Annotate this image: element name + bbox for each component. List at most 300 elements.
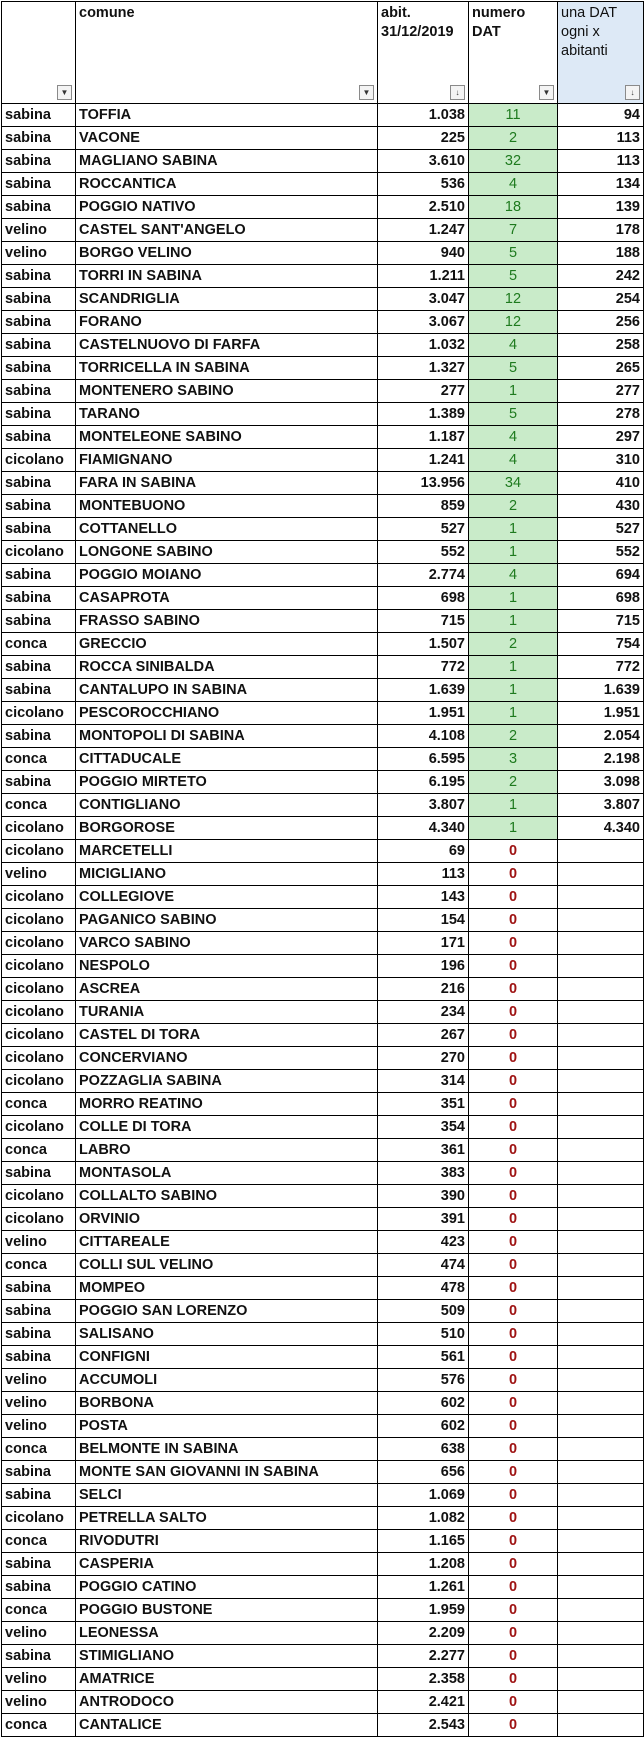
comune-cell[interactable]: ROCCANTICA: [76, 173, 378, 196]
abitanti-cell[interactable]: 1.389: [378, 403, 469, 426]
dat-cell[interactable]: 0: [469, 1668, 558, 1691]
dat-cell[interactable]: 0: [469, 1553, 558, 1576]
abitanti-cell[interactable]: 225: [378, 127, 469, 150]
comune-cell[interactable]: BORGOROSE: [76, 817, 378, 840]
abitanti-cell[interactable]: 423: [378, 1231, 469, 1254]
abitanti-cell[interactable]: 1.507: [378, 633, 469, 656]
dat-cell[interactable]: 2: [469, 725, 558, 748]
dat-cell[interactable]: 5: [469, 403, 558, 426]
ratio-cell[interactable]: [558, 1024, 644, 1047]
comune-cell[interactable]: MICIGLIANO: [76, 863, 378, 886]
abitanti-cell[interactable]: 1.247: [378, 219, 469, 242]
ratio-cell[interactable]: 258: [558, 334, 644, 357]
ratio-cell[interactable]: [558, 1530, 644, 1553]
dat-cell[interactable]: 4: [469, 334, 558, 357]
comune-cell[interactable]: SCANDRIGLIA: [76, 288, 378, 311]
dat-cell[interactable]: 0: [469, 1369, 558, 1392]
dat-cell[interactable]: 0: [469, 1415, 558, 1438]
abitanti-cell[interactable]: 3.807: [378, 794, 469, 817]
ratio-cell[interactable]: 3.807: [558, 794, 644, 817]
comune-cell[interactable]: CONTIGLIANO: [76, 794, 378, 817]
comune-cell[interactable]: MAGLIANO SABINA: [76, 150, 378, 173]
area-cell[interactable]: cicolano: [2, 978, 76, 1001]
area-cell[interactable]: conca: [2, 1438, 76, 1461]
dat-cell[interactable]: 12: [469, 311, 558, 334]
ratio-cell[interactable]: 297: [558, 426, 644, 449]
comune-cell[interactable]: CASTEL DI TORA: [76, 1024, 378, 1047]
area-cell[interactable]: sabina: [2, 311, 76, 334]
abitanti-cell[interactable]: 474: [378, 1254, 469, 1277]
abitanti-cell[interactable]: 314: [378, 1070, 469, 1093]
ratio-cell[interactable]: 134: [558, 173, 644, 196]
dat-cell[interactable]: 3: [469, 748, 558, 771]
dat-cell[interactable]: 0: [469, 909, 558, 932]
ratio-cell[interactable]: 265: [558, 357, 644, 380]
comune-cell[interactable]: POGGIO MIRTETO: [76, 771, 378, 794]
abitanti-cell[interactable]: 509: [378, 1300, 469, 1323]
area-cell[interactable]: sabina: [2, 1484, 76, 1507]
abitanti-cell[interactable]: 1.327: [378, 357, 469, 380]
ratio-cell[interactable]: [558, 1185, 644, 1208]
dropdown-arrow-icon[interactable]: ▼: [57, 85, 72, 100]
area-cell[interactable]: conca: [2, 1530, 76, 1553]
ratio-cell[interactable]: [558, 1392, 644, 1415]
dat-cell[interactable]: 0: [469, 1438, 558, 1461]
dat-cell[interactable]: 0: [469, 1484, 558, 1507]
area-cell[interactable]: cicolano: [2, 1024, 76, 1047]
dat-cell[interactable]: 5: [469, 242, 558, 265]
comune-cell[interactable]: SELCI: [76, 1484, 378, 1507]
area-cell[interactable]: cicolano: [2, 886, 76, 909]
abitanti-cell[interactable]: 715: [378, 610, 469, 633]
comune-cell[interactable]: MONTE SAN GIOVANNI IN SABINA: [76, 1461, 378, 1484]
area-cell[interactable]: velino: [2, 1392, 76, 1415]
dat-cell[interactable]: 0: [469, 932, 558, 955]
dat-cell[interactable]: 0: [469, 1622, 558, 1645]
area-cell[interactable]: sabina: [2, 1162, 76, 1185]
comune-cell[interactable]: VACONE: [76, 127, 378, 150]
abitanti-cell[interactable]: 656: [378, 1461, 469, 1484]
area-cell[interactable]: cicolano: [2, 955, 76, 978]
dat-cell[interactable]: 0: [469, 1714, 558, 1737]
area-cell[interactable]: sabina: [2, 173, 76, 196]
dat-cell[interactable]: 4: [469, 426, 558, 449]
ratio-cell[interactable]: 715: [558, 610, 644, 633]
abitanti-cell[interactable]: 859: [378, 495, 469, 518]
area-cell[interactable]: velino: [2, 1622, 76, 1645]
dat-cell[interactable]: 1: [469, 518, 558, 541]
area-cell[interactable]: velino: [2, 1415, 76, 1438]
abitanti-cell[interactable]: 4.108: [378, 725, 469, 748]
dat-cell[interactable]: 2: [469, 127, 558, 150]
ratio-cell[interactable]: 256: [558, 311, 644, 334]
area-cell[interactable]: cicolano: [2, 702, 76, 725]
abitanti-cell[interactable]: 561: [378, 1346, 469, 1369]
comune-cell[interactable]: ORVINIO: [76, 1208, 378, 1231]
ratio-cell[interactable]: [558, 863, 644, 886]
dat-cell[interactable]: 0: [469, 886, 558, 909]
dat-cell[interactable]: 2: [469, 771, 558, 794]
ratio-cell[interactable]: [558, 1300, 644, 1323]
abitanti-cell[interactable]: 361: [378, 1139, 469, 1162]
abitanti-cell[interactable]: 510: [378, 1323, 469, 1346]
area-cell[interactable]: sabina: [2, 1277, 76, 1300]
ratio-cell[interactable]: 139: [558, 196, 644, 219]
dat-cell[interactable]: 4: [469, 449, 558, 472]
abitanti-cell[interactable]: 1.069: [378, 1484, 469, 1507]
ratio-cell[interactable]: 552: [558, 541, 644, 564]
area-cell[interactable]: cicolano: [2, 1047, 76, 1070]
abitanti-cell[interactable]: 1.165: [378, 1530, 469, 1553]
dat-cell[interactable]: 1: [469, 656, 558, 679]
area-cell[interactable]: conca: [2, 1599, 76, 1622]
abitanti-cell[interactable]: 2.774: [378, 564, 469, 587]
area-cell[interactable]: sabina: [2, 380, 76, 403]
area-cell[interactable]: sabina: [2, 587, 76, 610]
area-cell[interactable]: conca: [2, 1714, 76, 1737]
ratio-cell[interactable]: 113: [558, 150, 644, 173]
abitanti-cell[interactable]: 6.595: [378, 748, 469, 771]
abitanti-cell[interactable]: 1.959: [378, 1599, 469, 1622]
comune-cell[interactable]: ASCREA: [76, 978, 378, 1001]
abitanti-cell[interactable]: 1.241: [378, 449, 469, 472]
abitanti-cell[interactable]: 940: [378, 242, 469, 265]
dat-cell[interactable]: 0: [469, 1530, 558, 1553]
dat-cell[interactable]: 1: [469, 610, 558, 633]
dat-cell[interactable]: 2: [469, 495, 558, 518]
abitanti-cell[interactable]: 1.261: [378, 1576, 469, 1599]
ratio-cell[interactable]: [558, 1093, 644, 1116]
comune-cell[interactable]: MORRO REATINO: [76, 1093, 378, 1116]
ratio-cell[interactable]: [558, 932, 644, 955]
ratio-cell[interactable]: [558, 1576, 644, 1599]
ratio-cell[interactable]: 527: [558, 518, 644, 541]
abitanti-cell[interactable]: 354: [378, 1116, 469, 1139]
dat-cell[interactable]: 0: [469, 1277, 558, 1300]
comune-cell[interactable]: FORANO: [76, 311, 378, 334]
abitanti-cell[interactable]: 536: [378, 173, 469, 196]
comune-cell[interactable]: CASAPROTA: [76, 587, 378, 610]
ratio-cell[interactable]: 754: [558, 633, 644, 656]
abitanti-cell[interactable]: 2.277: [378, 1645, 469, 1668]
area-cell[interactable]: sabina: [2, 771, 76, 794]
abitanti-cell[interactable]: 4.340: [378, 817, 469, 840]
abitanti-cell[interactable]: 3.067: [378, 311, 469, 334]
ratio-cell[interactable]: [558, 1139, 644, 1162]
dat-cell[interactable]: 0: [469, 1024, 558, 1047]
dat-cell[interactable]: 0: [469, 1208, 558, 1231]
ratio-cell[interactable]: 242: [558, 265, 644, 288]
comune-cell[interactable]: PESCOROCCHIANO: [76, 702, 378, 725]
dat-cell[interactable]: 0: [469, 978, 558, 1001]
abitanti-cell[interactable]: 3.610: [378, 150, 469, 173]
ratio-cell[interactable]: [558, 1231, 644, 1254]
ratio-cell[interactable]: 3.098: [558, 771, 644, 794]
dat-cell[interactable]: 0: [469, 1139, 558, 1162]
comune-cell[interactable]: MONTASOLA: [76, 1162, 378, 1185]
comune-cell[interactable]: MARCETELLI: [76, 840, 378, 863]
ratio-cell[interactable]: 2.198: [558, 748, 644, 771]
ratio-cell[interactable]: [558, 1461, 644, 1484]
area-cell[interactable]: conca: [2, 794, 76, 817]
area-cell[interactable]: sabina: [2, 1553, 76, 1576]
dat-cell[interactable]: 0: [469, 1346, 558, 1369]
abitanti-cell[interactable]: 527: [378, 518, 469, 541]
area-cell[interactable]: velino: [2, 242, 76, 265]
abitanti-cell[interactable]: 216: [378, 978, 469, 1001]
ratio-cell[interactable]: 2.054: [558, 725, 644, 748]
abitanti-cell[interactable]: 234: [378, 1001, 469, 1024]
comune-cell[interactable]: LEONESSA: [76, 1622, 378, 1645]
area-cell[interactable]: sabina: [2, 610, 76, 633]
ratio-cell[interactable]: [558, 1507, 644, 1530]
comune-cell[interactable]: COTTANELLO: [76, 518, 378, 541]
dat-cell[interactable]: 7: [469, 219, 558, 242]
area-cell[interactable]: velino: [2, 1668, 76, 1691]
dat-cell[interactable]: 0: [469, 1300, 558, 1323]
dat-cell[interactable]: 0: [469, 1162, 558, 1185]
area-cell[interactable]: cicolano: [2, 541, 76, 564]
area-cell[interactable]: velino: [2, 1691, 76, 1714]
comune-cell[interactable]: MONTOPOLI DI SABINA: [76, 725, 378, 748]
dat-cell[interactable]: 0: [469, 1001, 558, 1024]
dat-cell[interactable]: 0: [469, 863, 558, 886]
area-cell[interactable]: cicolano: [2, 1208, 76, 1231]
ratio-cell[interactable]: [558, 886, 644, 909]
dat-cell[interactable]: 5: [469, 357, 558, 380]
area-cell[interactable]: velino: [2, 219, 76, 242]
ratio-cell[interactable]: 188: [558, 242, 644, 265]
area-cell[interactable]: sabina: [2, 1300, 76, 1323]
ratio-cell[interactable]: 254: [558, 288, 644, 311]
area-cell[interactable]: cicolano: [2, 932, 76, 955]
abitanti-cell[interactable]: 2.543: [378, 1714, 469, 1737]
comune-cell[interactable]: BELMONTE IN SABINA: [76, 1438, 378, 1461]
ratio-cell[interactable]: 772: [558, 656, 644, 679]
dat-cell[interactable]: 1: [469, 794, 558, 817]
comune-cell[interactable]: PAGANICO SABINO: [76, 909, 378, 932]
comune-cell[interactable]: CONFIGNI: [76, 1346, 378, 1369]
dat-cell[interactable]: 0: [469, 1116, 558, 1139]
comune-cell[interactable]: POSTA: [76, 1415, 378, 1438]
comune-cell[interactable]: AMATRICE: [76, 1668, 378, 1691]
area-cell[interactable]: cicolano: [2, 817, 76, 840]
comune-cell[interactable]: POGGIO NATIVO: [76, 196, 378, 219]
ratio-cell[interactable]: 94: [558, 104, 644, 127]
comune-cell[interactable]: SALISANO: [76, 1323, 378, 1346]
comune-cell[interactable]: CITTADUCALE: [76, 748, 378, 771]
filter-funnel-icon[interactable]: ▼: [539, 85, 554, 100]
comune-cell[interactable]: GRECCIO: [76, 633, 378, 656]
comune-cell[interactable]: MONTENERO SABINO: [76, 380, 378, 403]
ratio-cell[interactable]: [558, 1599, 644, 1622]
ratio-cell[interactable]: 698: [558, 587, 644, 610]
comune-cell[interactable]: PETRELLA SALTO: [76, 1507, 378, 1530]
ratio-cell[interactable]: [558, 1208, 644, 1231]
area-cell[interactable]: conca: [2, 1254, 76, 1277]
area-cell[interactable]: velino: [2, 863, 76, 886]
comune-cell[interactable]: COLLEGIOVE: [76, 886, 378, 909]
area-cell[interactable]: cicolano: [2, 909, 76, 932]
area-cell[interactable]: conca: [2, 1139, 76, 1162]
ratio-cell[interactable]: [558, 1162, 644, 1185]
dat-cell[interactable]: 18: [469, 196, 558, 219]
abitanti-cell[interactable]: 270: [378, 1047, 469, 1070]
area-cell[interactable]: sabina: [2, 472, 76, 495]
area-cell[interactable]: sabina: [2, 495, 76, 518]
area-cell[interactable]: sabina: [2, 1323, 76, 1346]
ratio-cell[interactable]: [558, 1001, 644, 1024]
ratio-cell[interactable]: [558, 1047, 644, 1070]
comune-cell[interactable]: CANTALICE: [76, 1714, 378, 1737]
area-cell[interactable]: sabina: [2, 1346, 76, 1369]
abitanti-cell[interactable]: 1.082: [378, 1507, 469, 1530]
abitanti-cell[interactable]: 2.358: [378, 1668, 469, 1691]
comune-cell[interactable]: LABRO: [76, 1139, 378, 1162]
area-cell[interactable]: sabina: [2, 564, 76, 587]
ratio-cell[interactable]: [558, 1622, 644, 1645]
abitanti-cell[interactable]: 1.187: [378, 426, 469, 449]
comune-cell[interactable]: MONTEBUONO: [76, 495, 378, 518]
dat-cell[interactable]: 0: [469, 955, 558, 978]
abitanti-cell[interactable]: 576: [378, 1369, 469, 1392]
ratio-cell[interactable]: [558, 840, 644, 863]
abitanti-cell[interactable]: 602: [378, 1392, 469, 1415]
ratio-cell[interactable]: [558, 978, 644, 1001]
comune-cell[interactable]: MONTELEONE SABINO: [76, 426, 378, 449]
comune-cell[interactable]: POGGIO SAN LORENZO: [76, 1300, 378, 1323]
area-cell[interactable]: sabina: [2, 403, 76, 426]
dat-cell[interactable]: 1: [469, 817, 558, 840]
abitanti-cell[interactable]: 772: [378, 656, 469, 679]
area-cell[interactable]: sabina: [2, 1645, 76, 1668]
comune-cell[interactable]: CONCERVIANO: [76, 1047, 378, 1070]
comune-cell[interactable]: ANTRODOCO: [76, 1691, 378, 1714]
dat-cell[interactable]: 32: [469, 150, 558, 173]
dat-cell[interactable]: 4: [469, 564, 558, 587]
area-cell[interactable]: sabina: [2, 127, 76, 150]
ratio-cell[interactable]: [558, 1484, 644, 1507]
dat-cell[interactable]: 0: [469, 1599, 558, 1622]
abitanti-cell[interactable]: 113: [378, 863, 469, 886]
dat-cell[interactable]: 1: [469, 587, 558, 610]
ratio-cell[interactable]: [558, 1553, 644, 1576]
area-cell[interactable]: sabina: [2, 1461, 76, 1484]
area-cell[interactable]: cicolano: [2, 1507, 76, 1530]
area-cell[interactable]: conca: [2, 1093, 76, 1116]
ratio-cell[interactable]: [558, 1415, 644, 1438]
ratio-cell[interactable]: 310: [558, 449, 644, 472]
comune-cell[interactable]: TURANIA: [76, 1001, 378, 1024]
dat-cell[interactable]: 0: [469, 1323, 558, 1346]
abitanti-cell[interactable]: 552: [378, 541, 469, 564]
comune-cell[interactable]: COLLALTO SABINO: [76, 1185, 378, 1208]
dat-cell[interactable]: 1: [469, 541, 558, 564]
abitanti-cell[interactable]: 390: [378, 1185, 469, 1208]
dat-cell[interactable]: 1: [469, 702, 558, 725]
ratio-cell[interactable]: [558, 1438, 644, 1461]
abitanti-cell[interactable]: 2.209: [378, 1622, 469, 1645]
area-cell[interactable]: sabina: [2, 104, 76, 127]
ratio-cell[interactable]: [558, 1645, 644, 1668]
abitanti-cell[interactable]: 1.951: [378, 702, 469, 725]
comune-cell[interactable]: STIMIGLIANO: [76, 1645, 378, 1668]
ratio-cell[interactable]: 694: [558, 564, 644, 587]
area-cell[interactable]: sabina: [2, 679, 76, 702]
ratio-cell[interactable]: 4.340: [558, 817, 644, 840]
comune-cell[interactable]: POGGIO CATINO: [76, 1576, 378, 1599]
ratio-cell[interactable]: 430: [558, 495, 644, 518]
abitanti-cell[interactable]: 1.032: [378, 334, 469, 357]
comune-cell[interactable]: CASPERIA: [76, 1553, 378, 1576]
ratio-cell[interactable]: 277: [558, 380, 644, 403]
area-cell[interactable]: sabina: [2, 725, 76, 748]
comune-cell[interactable]: COLLE DI TORA: [76, 1116, 378, 1139]
dat-cell[interactable]: 0: [469, 1070, 558, 1093]
dat-cell[interactable]: 0: [469, 1392, 558, 1415]
area-cell[interactable]: cicolano: [2, 1116, 76, 1139]
area-cell[interactable]: cicolano: [2, 840, 76, 863]
sort-arrow-icon[interactable]: ↓: [625, 85, 640, 100]
dat-cell[interactable]: 0: [469, 1254, 558, 1277]
comune-cell[interactable]: FRASSO SABINO: [76, 610, 378, 633]
ratio-cell[interactable]: [558, 1369, 644, 1392]
ratio-cell[interactable]: [558, 1668, 644, 1691]
comune-cell[interactable]: CANTALUPO IN SABINA: [76, 679, 378, 702]
ratio-cell[interactable]: [558, 1714, 644, 1737]
ratio-cell[interactable]: 278: [558, 403, 644, 426]
ratio-cell[interactable]: [558, 1346, 644, 1369]
dat-cell[interactable]: 2: [469, 633, 558, 656]
comune-cell[interactable]: TORRI IN SABINA: [76, 265, 378, 288]
dat-cell[interactable]: 0: [469, 1691, 558, 1714]
comune-cell[interactable]: COLLI SUL VELINO: [76, 1254, 378, 1277]
area-cell[interactable]: sabina: [2, 426, 76, 449]
comune-cell[interactable]: FIAMIGNANO: [76, 449, 378, 472]
abitanti-cell[interactable]: 2.510: [378, 196, 469, 219]
abitanti-cell[interactable]: 391: [378, 1208, 469, 1231]
area-cell[interactable]: sabina: [2, 265, 76, 288]
dat-cell[interactable]: 1: [469, 380, 558, 403]
dropdown-arrow-icon[interactable]: ▼: [359, 85, 374, 100]
comune-cell[interactable]: TOFFIA: [76, 104, 378, 127]
comune-cell[interactable]: BORBONA: [76, 1392, 378, 1415]
ratio-cell[interactable]: [558, 1323, 644, 1346]
ratio-cell[interactable]: [558, 1116, 644, 1139]
comune-cell[interactable]: TORRICELLA IN SABINA: [76, 357, 378, 380]
ratio-cell[interactable]: [558, 1691, 644, 1714]
ratio-cell[interactable]: 1.639: [558, 679, 644, 702]
comune-cell[interactable]: BORGO VELINO: [76, 242, 378, 265]
sort-arrow-icon[interactable]: ↓: [450, 85, 465, 100]
area-cell[interactable]: sabina: [2, 357, 76, 380]
abitanti-cell[interactable]: 2.421: [378, 1691, 469, 1714]
abitanti-cell[interactable]: 171: [378, 932, 469, 955]
area-cell[interactable]: sabina: [2, 1576, 76, 1599]
ratio-cell[interactable]: [558, 955, 644, 978]
comune-cell[interactable]: CITTAREALE: [76, 1231, 378, 1254]
dat-cell[interactable]: 1: [469, 679, 558, 702]
area-cell[interactable]: sabina: [2, 656, 76, 679]
comune-cell[interactable]: FARA IN SABINA: [76, 472, 378, 495]
comune-cell[interactable]: RIVODUTRI: [76, 1530, 378, 1553]
abitanti-cell[interactable]: 1.038: [378, 104, 469, 127]
area-cell[interactable]: sabina: [2, 196, 76, 219]
abitanti-cell[interactable]: 478: [378, 1277, 469, 1300]
area-cell[interactable]: conca: [2, 748, 76, 771]
area-cell[interactable]: cicolano: [2, 1185, 76, 1208]
dat-cell[interactable]: 12: [469, 288, 558, 311]
